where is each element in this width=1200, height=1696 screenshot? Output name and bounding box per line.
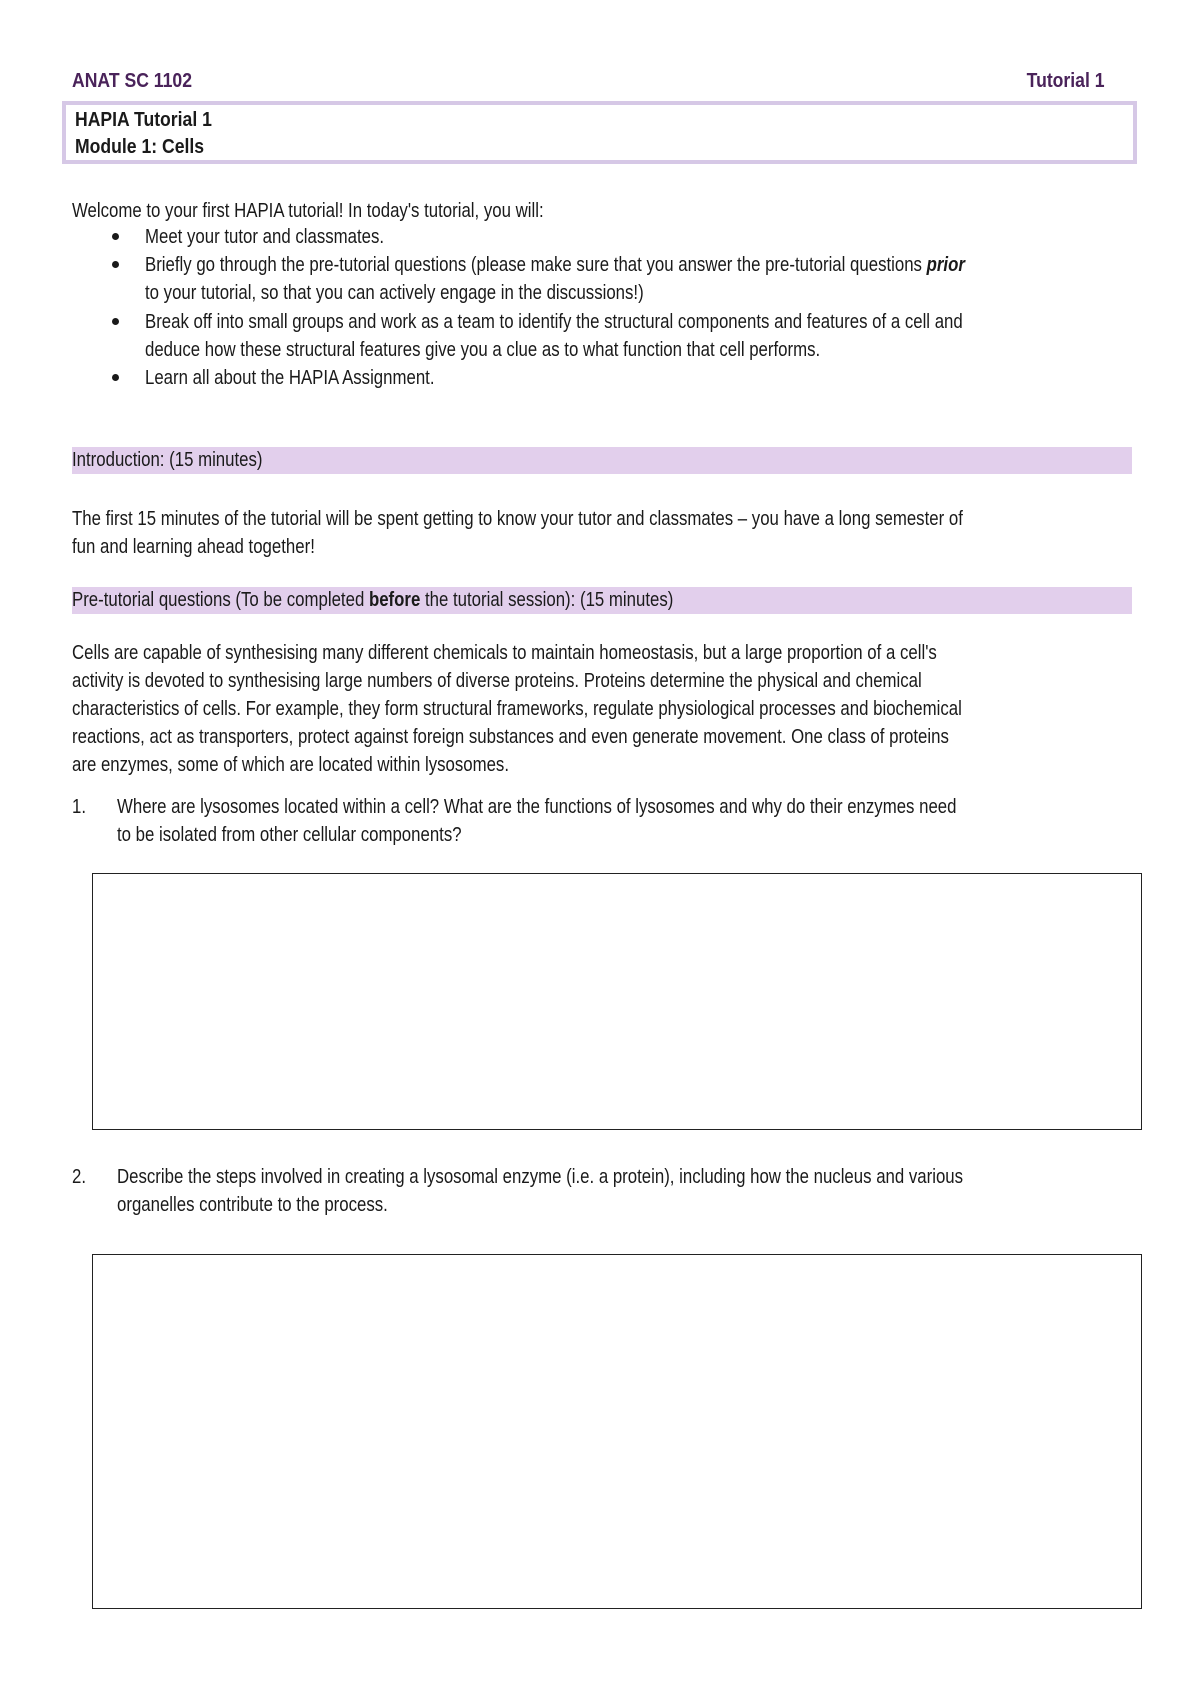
course-code: ANAT SC 1102 xyxy=(72,70,192,92)
heading-bold: before xyxy=(368,589,421,611)
heading-text: the tutorial session): (15 minutes) xyxy=(420,589,674,611)
bullet-item-continued: to your tutorial, so that you can actively engage in the discussions!) xyxy=(145,282,644,304)
question-text: organelles contribute to the process. xyxy=(117,1194,388,1216)
question-text: to be isolated from other cellular components? xyxy=(117,824,462,846)
bullet-emphasis: prior xyxy=(926,254,965,276)
bullet-item-continued: deduce how these structural features give you a clue as to what function that cell performs. xyxy=(145,339,821,361)
paragraph-line: Cells are capable of synthesising many different chemicals to maintain homeostasis, but a large proportion of a cell's xyxy=(72,642,937,664)
introduction-body: The first 15 minutes of the tutorial will be spent getting to know your tutor and classmates – you have a long semester of xyxy=(72,508,963,530)
paragraph-line: are enzymes, some of which are located within lysosomes. xyxy=(72,754,509,776)
heading-text: Pre-tutorial questions (To be completed xyxy=(72,589,369,611)
question-text: Where are lysosomes located within a cell? What are the functions of lysosomes and why do their enzymes need xyxy=(117,796,957,818)
tutorial-title: HAPIA Tutorial 1 xyxy=(75,109,212,131)
tutorial-label: Tutorial 1 xyxy=(1027,70,1105,92)
section-heading-band xyxy=(72,587,1132,614)
question-number: 1. xyxy=(72,796,87,818)
question-text: Describe the steps involved in creating a lysosomal enzyme (i.e. a protein), including how the nucleus and various xyxy=(117,1166,964,1188)
bullet-text: Briefly go through the pre-tutorial questions (please make sure that you answer the pre-tutorial questions xyxy=(145,254,922,276)
question-number: 2. xyxy=(72,1166,87,1188)
bullet-item: Meet your tutor and classmates. xyxy=(145,226,385,248)
introduction-body: fun and learning ahead together! xyxy=(72,536,315,558)
answer-box-2[interactable] xyxy=(92,1254,1142,1609)
bullet-marker xyxy=(112,318,119,325)
bullet-marker xyxy=(112,374,119,381)
paragraph-line: characteristics of cells. For example, they form structural frameworks, regulate physiological processes and biochemical xyxy=(72,698,962,720)
paragraph-line: activity is devoted to synthesising large numbers of diverse proteins. Proteins determine the physical and chemical xyxy=(72,670,922,692)
bullet-item xyxy=(145,251,965,279)
bullet-item: Break off into small groups and work as a team to identify the structural components and features of a cell and xyxy=(145,311,963,333)
bullet-marker xyxy=(112,233,119,240)
module-title: Module 1: Cells xyxy=(75,136,205,158)
section-heading-introduction: Introduction: (15 minutes) xyxy=(72,449,263,471)
answer-box-1[interactable] xyxy=(92,873,1142,1130)
intro-lead: Welcome to your first HAPIA tutorial! In today's tutorial, you will: xyxy=(72,200,544,222)
title-box xyxy=(62,101,1137,164)
bullet-marker xyxy=(112,261,119,268)
bullet-item: Learn all about the HAPIA Assignment. xyxy=(145,367,435,389)
paragraph-line: reactions, act as transporters, protect against foreign substances and even generate movement. One class of proteins xyxy=(72,726,949,748)
section-heading-pre-tutorial xyxy=(72,586,673,614)
section-heading-band xyxy=(72,447,1132,474)
